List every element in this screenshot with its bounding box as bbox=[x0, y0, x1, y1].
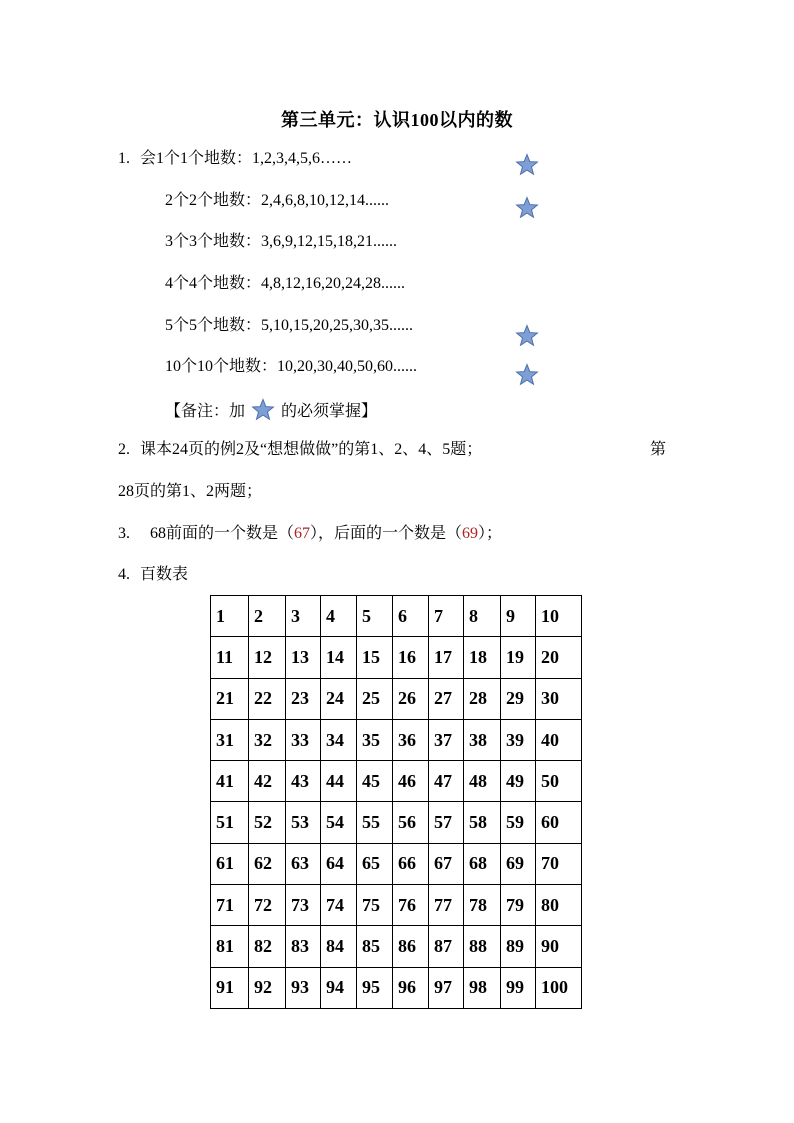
table-cell: 58 bbox=[464, 802, 501, 843]
table-cell: 46 bbox=[393, 761, 429, 802]
table-cell: 47 bbox=[429, 761, 464, 802]
table-cell: 26 bbox=[393, 678, 429, 719]
table-row bbox=[211, 719, 582, 760]
table-cell: 19 bbox=[501, 637, 536, 678]
table-cell: 81 bbox=[211, 926, 249, 967]
table-cell: 66 bbox=[393, 843, 429, 884]
table-cell: 31 bbox=[211, 719, 249, 760]
table-cell: 28 bbox=[464, 678, 501, 719]
item1-line3-label: 3个3个地数： bbox=[165, 233, 262, 250]
table-cell: 4 bbox=[321, 596, 357, 637]
table-cell: 6 bbox=[393, 596, 429, 637]
item1-line2-label: 2个2个地数： bbox=[165, 192, 262, 209]
table-cell: 60 bbox=[536, 802, 582, 843]
table-cell: 70 bbox=[536, 843, 582, 884]
table-cell: 63 bbox=[286, 843, 321, 884]
table-cell: 90 bbox=[536, 926, 582, 967]
item3-mid: ），后面的一个数是（ bbox=[310, 525, 463, 542]
item3-number: 3. bbox=[118, 525, 130, 542]
table-cell: 34 bbox=[321, 719, 357, 760]
note-prefix: 【备注：加 bbox=[165, 403, 246, 420]
item1-line6-seq: 10,20,30,40,50,60...... bbox=[277, 358, 418, 375]
table-cell: 22 bbox=[249, 678, 286, 719]
table-cell: 59 bbox=[501, 802, 536, 843]
table-cell: 21 bbox=[211, 678, 249, 719]
item4-number: 4. bbox=[118, 566, 130, 583]
table-cell: 87 bbox=[429, 926, 464, 967]
table-cell: 17 bbox=[429, 637, 464, 678]
table-cell: 76 bbox=[393, 885, 429, 926]
table-cell: 43 bbox=[286, 761, 321, 802]
table-cell: 23 bbox=[286, 678, 321, 719]
table-cell: 53 bbox=[286, 802, 321, 843]
table-cell: 89 bbox=[501, 926, 536, 967]
table-cell: 80 bbox=[536, 885, 582, 926]
table-cell: 67 bbox=[429, 843, 464, 884]
table-cell: 95 bbox=[357, 967, 393, 1008]
item1-line1-label: 会1个1个地数： bbox=[140, 150, 253, 167]
star-icon bbox=[515, 324, 539, 348]
table-cell: 25 bbox=[357, 678, 393, 719]
table-cell: 55 bbox=[357, 802, 393, 843]
table-cell: 48 bbox=[464, 761, 501, 802]
table-cell: 49 bbox=[501, 761, 536, 802]
table-cell: 51 bbox=[211, 802, 249, 843]
table-row bbox=[211, 843, 582, 884]
table-cell: 99 bbox=[501, 967, 536, 1008]
item2-text-b: 第 bbox=[650, 441, 667, 458]
table-cell: 94 bbox=[321, 967, 357, 1008]
table-cell: 56 bbox=[393, 802, 429, 843]
item4-line bbox=[118, 565, 188, 585]
table-cell: 77 bbox=[429, 885, 464, 926]
table-row bbox=[211, 926, 582, 967]
table-cell: 24 bbox=[321, 678, 357, 719]
table-cell: 30 bbox=[536, 678, 582, 719]
table-cell: 65 bbox=[357, 843, 393, 884]
table-cell: 15 bbox=[357, 637, 393, 678]
item1-line1 bbox=[118, 149, 352, 169]
table-cell: 38 bbox=[464, 719, 501, 760]
table-cell: 44 bbox=[321, 761, 357, 802]
table-cell: 8 bbox=[464, 596, 501, 637]
table-cell: 96 bbox=[393, 967, 429, 1008]
table-cell: 88 bbox=[464, 926, 501, 967]
table-cell: 40 bbox=[536, 719, 582, 760]
table-cell: 12 bbox=[249, 637, 286, 678]
table-cell: 20 bbox=[536, 637, 582, 678]
table-cell: 86 bbox=[393, 926, 429, 967]
table-row bbox=[211, 761, 582, 802]
table-cell: 57 bbox=[429, 802, 464, 843]
item1-line4 bbox=[165, 274, 405, 294]
item3-answer-after: 69 bbox=[462, 525, 479, 542]
table-row bbox=[211, 885, 582, 926]
item1-line3-seq: 3,6,9,12,15,18,21...... bbox=[261, 233, 398, 250]
table-cell: 9 bbox=[501, 596, 536, 637]
item2-text-c: 28页的第1、2两题； bbox=[118, 483, 263, 500]
table-cell: 84 bbox=[321, 926, 357, 967]
table-cell: 72 bbox=[249, 885, 286, 926]
table-cell: 92 bbox=[249, 967, 286, 1008]
item3-post: ）； bbox=[478, 525, 503, 542]
table-row bbox=[211, 967, 582, 1008]
note-suffix: 的必须掌握】 bbox=[281, 403, 378, 420]
table-cell: 37 bbox=[429, 719, 464, 760]
table-cell: 73 bbox=[286, 885, 321, 926]
item3-answer-before: 67 bbox=[294, 525, 311, 542]
table-cell: 93 bbox=[286, 967, 321, 1008]
table-cell: 2 bbox=[249, 596, 286, 637]
table-cell: 62 bbox=[249, 843, 286, 884]
table-cell: 11 bbox=[211, 637, 249, 678]
table-row bbox=[211, 637, 582, 678]
table-cell: 32 bbox=[249, 719, 286, 760]
star-icon bbox=[515, 363, 539, 387]
table-cell: 54 bbox=[321, 802, 357, 843]
table-cell: 14 bbox=[321, 637, 357, 678]
table-cell: 39 bbox=[501, 719, 536, 760]
table-row bbox=[211, 802, 582, 843]
item1-line2-seq: 2,4,6,8,10,12,14...... bbox=[261, 192, 390, 209]
table-cell: 98 bbox=[464, 967, 501, 1008]
table-cell: 74 bbox=[321, 885, 357, 926]
table-cell: 33 bbox=[286, 719, 321, 760]
table-cell: 71 bbox=[211, 885, 249, 926]
table-cell: 91 bbox=[211, 967, 249, 1008]
table-cell: 5 bbox=[357, 596, 393, 637]
table-cell: 27 bbox=[429, 678, 464, 719]
table-cell: 69 bbox=[501, 843, 536, 884]
table-cell: 97 bbox=[429, 967, 464, 1008]
table-cell: 50 bbox=[536, 761, 582, 802]
item3-pre: 68前面的一个数是（ bbox=[150, 525, 295, 542]
table-cell: 61 bbox=[211, 843, 249, 884]
table-row bbox=[211, 678, 582, 719]
item1-line5-seq: 5,10,15,20,25,30,35...... bbox=[261, 317, 414, 334]
item1-number: 1. bbox=[118, 150, 130, 167]
table-row bbox=[211, 596, 582, 637]
table-cell: 18 bbox=[464, 637, 501, 678]
table-cell: 36 bbox=[393, 719, 429, 760]
item1-line2 bbox=[165, 191, 389, 211]
item2-number: 2. bbox=[118, 441, 130, 458]
table-cell: 100 bbox=[536, 967, 582, 1008]
item1-line4-label: 4个4个地数： bbox=[165, 275, 262, 292]
table-cell: 83 bbox=[286, 926, 321, 967]
item1-line3 bbox=[165, 232, 397, 252]
table-cell: 1 bbox=[211, 596, 249, 637]
table-cell: 78 bbox=[464, 885, 501, 926]
star-icon bbox=[515, 196, 539, 220]
table-cell: 68 bbox=[464, 843, 501, 884]
item1-line6-label: 10个10个地数： bbox=[165, 358, 278, 375]
item4-label: 百数表 bbox=[140, 566, 189, 583]
hundred-table bbox=[210, 595, 582, 1009]
table-cell: 75 bbox=[357, 885, 393, 926]
item2-line1 bbox=[118, 440, 482, 460]
table-cell: 13 bbox=[286, 637, 321, 678]
table-cell: 35 bbox=[357, 719, 393, 760]
table-cell: 29 bbox=[501, 678, 536, 719]
table-cell: 45 bbox=[357, 761, 393, 802]
item2-text-a: 课本24页的例2及“想想做做”的第1、2、4、5题； bbox=[140, 441, 483, 458]
table-cell: 16 bbox=[393, 637, 429, 678]
table-cell: 42 bbox=[249, 761, 286, 802]
table-cell: 7 bbox=[429, 596, 464, 637]
note-line bbox=[165, 398, 377, 422]
item1-line4-seq: 4,8,12,16,20,24,28...... bbox=[261, 275, 406, 292]
item1-line5 bbox=[165, 316, 413, 336]
table-cell: 10 bbox=[536, 596, 582, 637]
table-cell: 79 bbox=[501, 885, 536, 926]
item1-line1-seq: 1,2,3,4,5,6…… bbox=[252, 150, 353, 167]
table-cell: 52 bbox=[249, 802, 286, 843]
item1-line5-label: 5个5个地数： bbox=[165, 317, 262, 334]
table-cell: 3 bbox=[286, 596, 321, 637]
table-cell: 41 bbox=[211, 761, 249, 802]
star-icon bbox=[251, 398, 275, 422]
page-title: 第三单元：认识100以内的数 bbox=[281, 110, 513, 130]
table-cell: 85 bbox=[357, 926, 393, 967]
star-icon bbox=[515, 153, 539, 177]
table-cell: 64 bbox=[321, 843, 357, 884]
item3-line bbox=[118, 524, 502, 544]
item1-line6 bbox=[165, 357, 417, 377]
table-cell: 82 bbox=[249, 926, 286, 967]
